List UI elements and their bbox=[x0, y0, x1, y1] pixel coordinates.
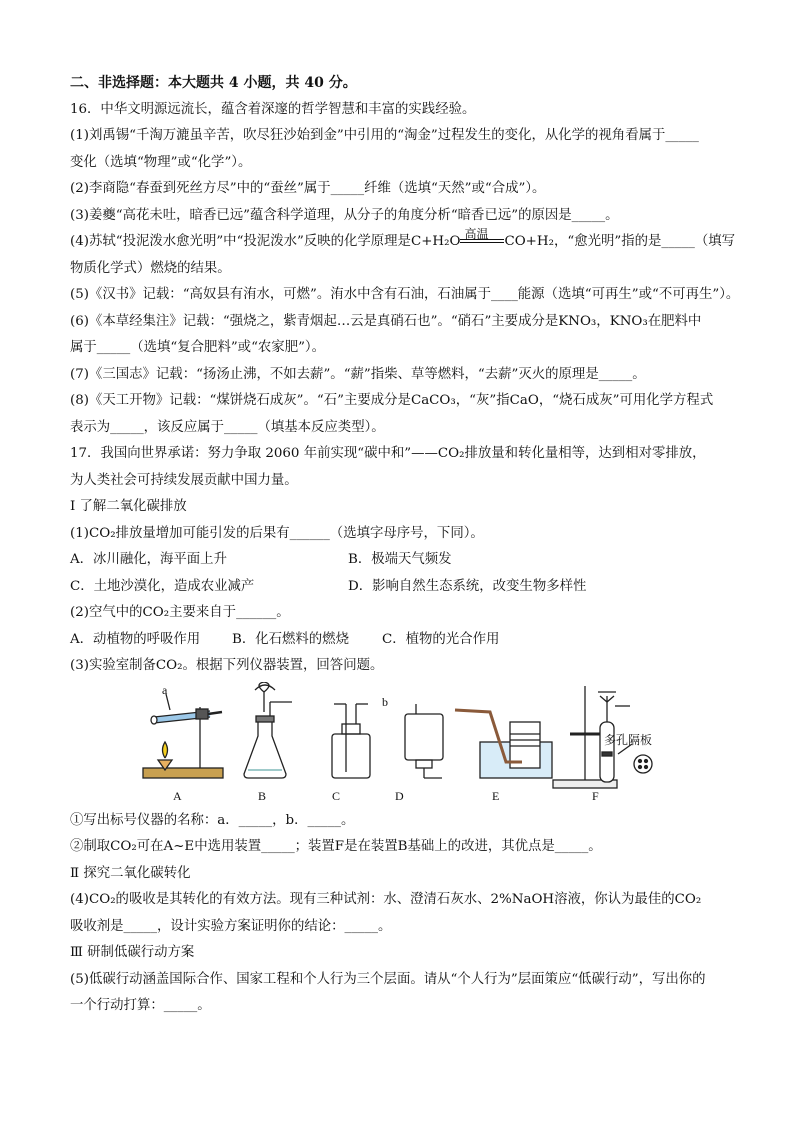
equation-reactants: C+H₂O bbox=[410, 234, 461, 249]
q16-p4a-before: (4)苏轼“投泥泼水愈光明”中“投泥泼水”反映的化学原理是 bbox=[70, 234, 411, 249]
equation-products: CO+H₂ bbox=[504, 234, 554, 249]
q16-p2: (2)李商隐“春蚕到死丝方尽”中的“蚕丝”属于_____纤维（选填“天然”或“合成”）。 bbox=[70, 181, 546, 196]
apparatus-diagram bbox=[70, 682, 670, 808]
q17-stem-b: 为人类社会可持续发展贡献中国力量。 bbox=[70, 472, 298, 488]
q16-p6b: 属于_____（选填“复合肥料”或“农家肥”）。 bbox=[70, 340, 326, 355]
fig-callout: 多孔隔板 bbox=[604, 732, 653, 747]
q17-p1: (1)CO₂排放量增加可能引发的后果有______（选填字母序号，下同）。 bbox=[70, 525, 484, 541]
apparatus-E bbox=[455, 710, 552, 778]
q16-p1a: (1)刘禹锡“千淘万漉虽辛苦，吹尽狂沙始到金”中引用的“淘金”过程发生的变化，从化学的视角看属于_____ bbox=[70, 128, 699, 143]
q16-p4a-after: ，“愈光明”指的是_____（填写 bbox=[553, 234, 736, 249]
q17-options-row2 bbox=[70, 574, 730, 601]
option-1C: C．土地沙漠化，造成农业减产 bbox=[70, 578, 255, 594]
option-2C: C．植物的光合作用 bbox=[382, 631, 500, 647]
q16-p3: (3)姜夔“高花未吐，暗香已远”蕴含科学道理，从分子的角度分析“暗香已远”的原因是_____。 bbox=[70, 207, 619, 223]
apparatus-figure bbox=[70, 682, 730, 808]
apparatus-C bbox=[332, 704, 370, 778]
q17-options-row3 bbox=[70, 627, 730, 654]
fig-mark-b: b bbox=[382, 694, 388, 709]
q16-p5: (5)《汉书》记载：“高奴县有洧水，可燃”。洧水中含有石油，石油属于____能源（选填“可再生”或“不可再生”）。 bbox=[70, 287, 740, 302]
fig-label-B: B bbox=[258, 788, 267, 803]
fig-label-C: C bbox=[332, 788, 341, 803]
q17-p3: (3)实验室制备CO₂。根据下列仪器装置，回答问题。 bbox=[70, 658, 384, 673]
q16-p6a: (6)《本草经集注》记载：“强烧之，紫青烟起…云是真硝石也”。“硝石”主要成分是KNO₃，KNO₃在肥料中 bbox=[70, 313, 702, 329]
option-2A: A．动植物的呼吸作用 bbox=[70, 631, 201, 647]
q16-p8b: 表示为_____，该反应属于_____（填基本反应类型）。 bbox=[70, 419, 385, 435]
q17-options-row1 bbox=[70, 547, 730, 574]
fig-label-E: E bbox=[492, 788, 500, 803]
q17-part1-heading: Ⅰ 了解二氧化碳排放 bbox=[70, 499, 187, 514]
q17-sub1: ①写出标号仪器的名称：a．_____，b．_____。 bbox=[70, 812, 355, 828]
q17-part3-heading: Ⅲ 研制低碳行动方案 bbox=[70, 945, 195, 960]
apparatus-A bbox=[143, 694, 223, 778]
apparatus-D bbox=[405, 704, 443, 778]
equation-condition: 高温 bbox=[464, 226, 489, 241]
exam-page bbox=[70, 70, 740, 1020]
fig-label-A: A bbox=[173, 788, 182, 803]
q17-part2-heading: Ⅱ 探究二氧化碳转化 bbox=[70, 865, 191, 881]
fig-label-F: F bbox=[592, 788, 599, 803]
q16-p4b: 物质化学式）燃烧的结果。 bbox=[70, 260, 231, 276]
q17-p4b: 吸收剂是_____，设计实验方案证明你的结论：_____。 bbox=[70, 918, 392, 934]
option-2B: B．化石燃料的燃烧 bbox=[232, 631, 349, 647]
q16-p8a: (8)《天工开物》记载：“煤饼烧石成灰”。“石”主要成分是CaCO₃，“灰”指CaO，“烧石成灰”可用化学方程式 bbox=[70, 393, 714, 408]
q17-sub2: ②制取CO₂可在A~E中选用装置_____；装置F是在装置B基础上的改进，其优点是_____。 bbox=[70, 839, 602, 854]
q17-p5b: 一个行动打算：_____。 bbox=[70, 998, 211, 1013]
q16-p7: (7)《三国志》记载：“扬汤止沸，不如去薪”。“薪”指柴、草等燃料，“去薪”灭火的原理是_____。 bbox=[70, 366, 646, 382]
q17-p4a: (4)CO₂的吸收是其转化的有效方法。现有三种试剂：水、澄清石灰水、2%NaOH溶液，你认为最佳的CO₂ bbox=[70, 892, 702, 907]
q17-p2: (2)空气中的CO₂主要来自于______。 bbox=[70, 605, 290, 620]
option-1B: B．极端天气频发 bbox=[348, 552, 452, 567]
equation-arrow bbox=[460, 226, 504, 249]
q16-p4a bbox=[70, 226, 736, 256]
section-heading: 二、非选择题：本大题共 4 小题，共 40 分。 bbox=[70, 75, 357, 91]
q16-stem: 16．中华文明源远流长，蕴含着深邃的哲学智慧和丰富的实践经验。 bbox=[70, 101, 476, 117]
fig-label-D: D bbox=[395, 788, 404, 803]
option-1D: D．影响自然生态系统，改变生物多样性 bbox=[348, 578, 587, 594]
option-1A: A．冰川融化，海平面上升 bbox=[70, 552, 227, 567]
apparatus-B bbox=[244, 682, 292, 778]
fig-mark-a: a bbox=[162, 682, 168, 697]
q17-stem-a: 17．我国向世界承诺：努力争取 2060 年前实现“碳中和”——CO₂排放量和转化量相等，达到相对零排放， bbox=[70, 446, 706, 461]
q16-p1b: 变化（选填“物理”或“化学”）。 bbox=[70, 154, 252, 170]
q17-p5a: (5)低碳行动涵盖国际合作、国家工程和个人行为三个层面。请从“个人行为”层面策应“低碳行动”，写出你的 bbox=[70, 971, 706, 987]
